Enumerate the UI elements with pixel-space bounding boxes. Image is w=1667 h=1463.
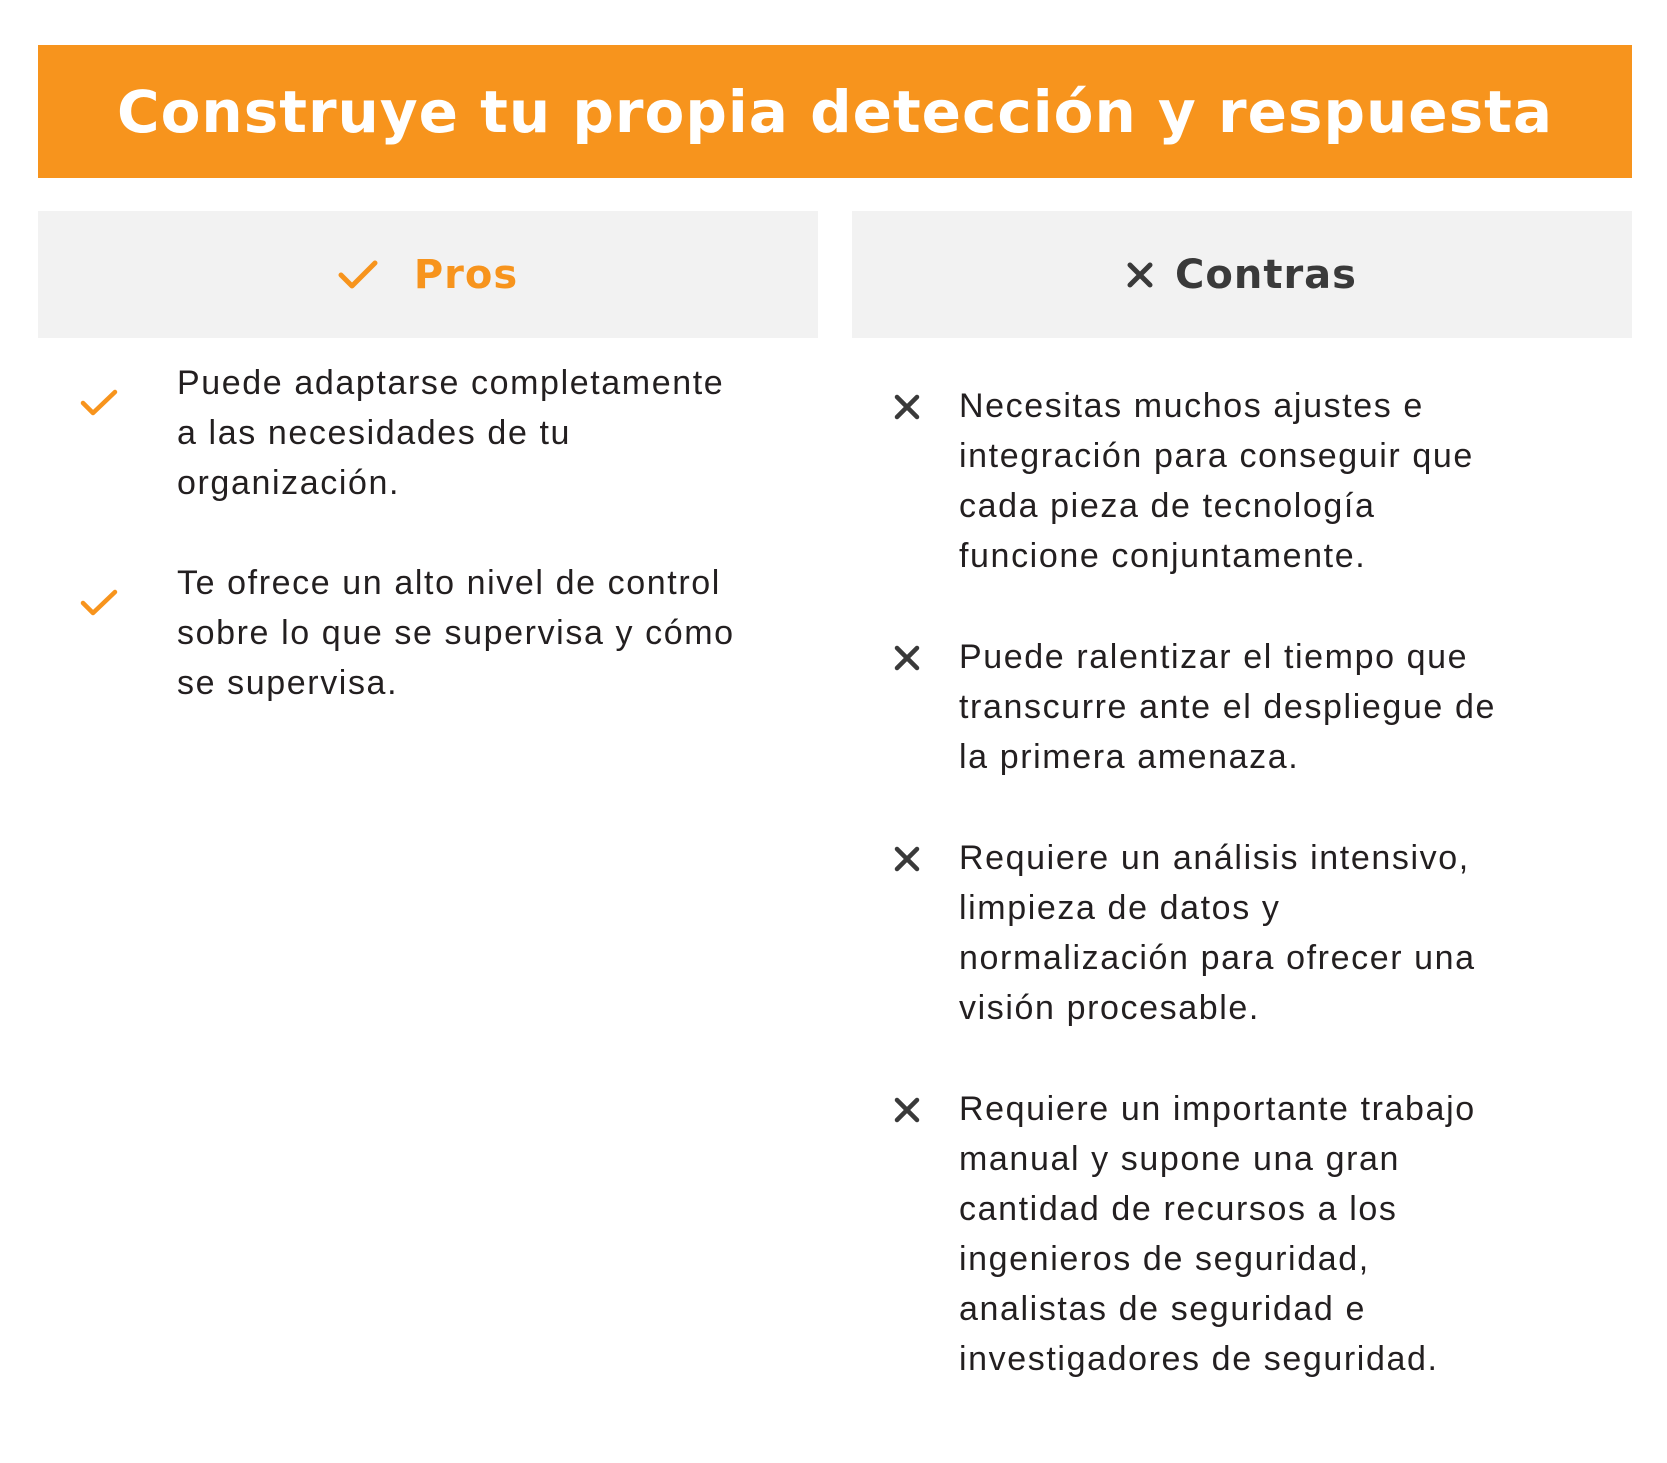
contras-item-text: Requiere un análisis intensivo, limpieza de datos y normalización para ofrecer una visión procesable. — [959, 839, 1476, 1027]
cross-icon — [894, 645, 920, 676]
contras-item — [894, 632, 1579, 782]
check-icon — [80, 588, 118, 623]
check-icon — [338, 259, 378, 291]
page-title: Construye tu propia detección y respuesta — [117, 77, 1553, 146]
pros-header — [38, 211, 818, 338]
pros-item-text: Te ofrece un alto nivel de control sobre lo que se supervisa y cómo se supervisa. — [177, 564, 735, 702]
contras-header — [852, 211, 1632, 338]
check-icon — [80, 388, 118, 423]
pros-item-text: Puede adaptarse completamente a las necesidades de tu organización. — [177, 364, 725, 502]
cross-icon — [894, 846, 920, 877]
cross-icon — [1127, 262, 1153, 288]
cross-icon — [894, 1097, 920, 1128]
pros-item — [80, 558, 797, 708]
contras-item-text: Necesitas muchos ajustes e integración para conseguir que cada pieza de tecnología funcione conjuntamente. — [959, 387, 1474, 575]
contras-item — [894, 381, 1579, 581]
contras-item-text: Requiere un importante trabajo manual y supone una gran cantidad de recursos a los ingenieros de seguridad, analistas de seguridad e investigadores de seguridad. — [959, 1090, 1476, 1378]
pros-item — [80, 358, 797, 508]
pros-header-label: Pros — [413, 251, 519, 298]
cross-icon — [894, 394, 920, 425]
contras-header-label: Contras — [1175, 251, 1357, 298]
contras-item — [894, 1084, 1579, 1384]
contras-item — [894, 833, 1579, 1033]
contras-item-text: Puede ralentizar el tiempo que transcurre ante el despliegue de la primera amenaza. — [959, 638, 1496, 776]
title-banner — [38, 45, 1632, 178]
